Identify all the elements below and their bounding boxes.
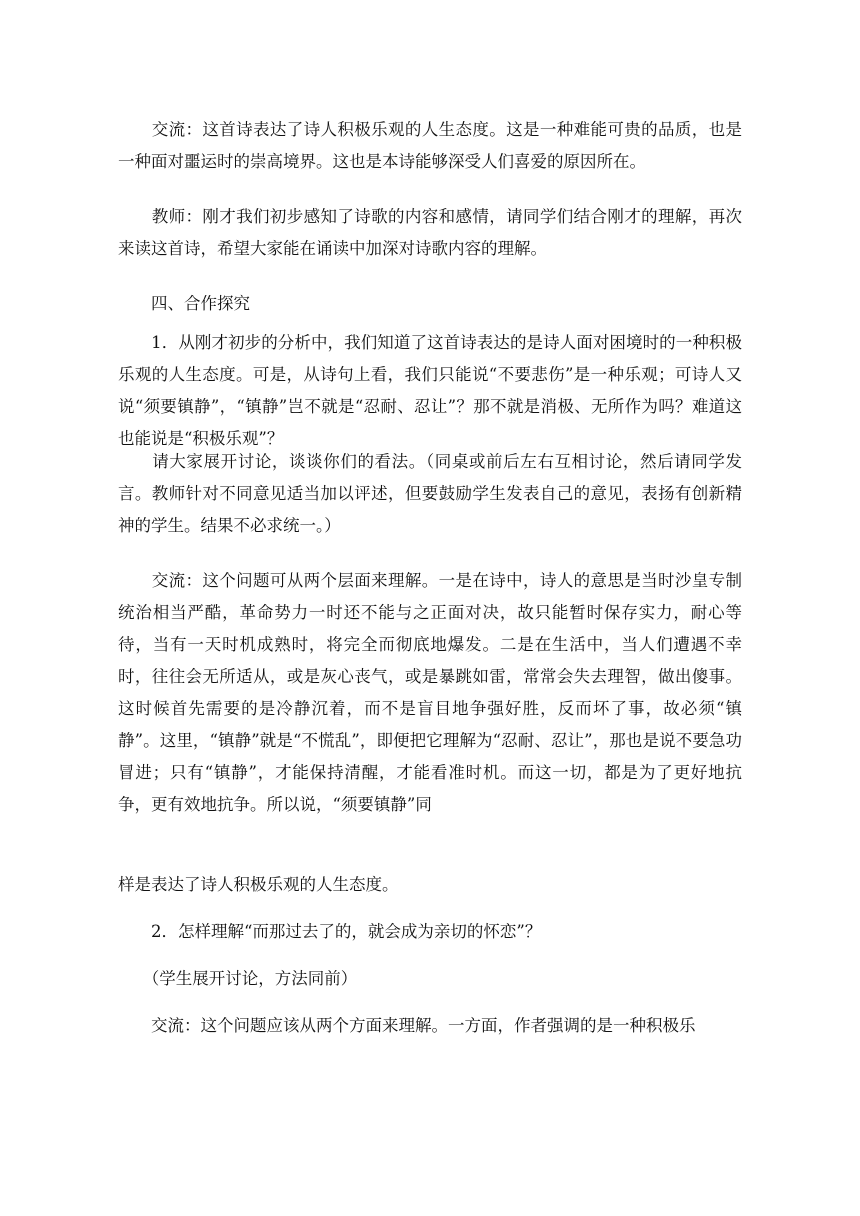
paragraph-answer-1-continued: 样是表达了诗人积极乐观的人生态度。 [118,875,399,894]
paragraph-question-2: 2．怎样理解“而那过去了的，就会成为亲切的怀恋”？ [118,922,542,941]
paragraph-teacher-instruction: 教师：刚才我们初步感知了诗歌的内容和感情，请同学们结合刚才的理解，再次来读这首诗，希望大家能在诵读中加深对诗歌内容的理解。 [118,207,742,258]
paragraph-summary: 交流：这首诗表达了诗人积极乐观的人生态度。这是一种难能可贵的品质，也是一种面对噩运时的崇高境界。这也是本诗能够深受人们喜爱的原因所在。 [118,120,742,171]
paragraph-question-1: 1．从刚才初步的分析中，我们知道了这首诗表达的是诗人面对困境时的一种积极乐观的人生态度。可是，从诗句上看，我们只能说“不要悲伤”是一种乐观；可诗人又说“须要镇静”，“镇静”岂不就是“忍耐、忍让”？那不就是消极、无所作为吗？难道这也能说是“积极乐观”？ [118,333,742,448]
section-heading-cooperative-inquiry: 四、合作探究 [118,294,250,313]
paragraph-discussion-prompt: 请大家展开讨论，谈谈你们的看法。（同桌或前后左右互相讨论，然后请同学发言。教师针对不同意见适当加以评述，但要鼓励学生发表自己的意见，表扬有创新精神的学生。结果不必求统一。） [118,452,742,535]
paragraph-answer-2: 交流：这个问题应该从两个方面来理解。一方面，作者强调的是一种积极乐 [118,1016,696,1035]
paragraph-discussion-note: （学生展开讨论，方法同前） [118,969,358,988]
paragraph-answer-1: 交流：这个问题可从两个层面来理解。一是在诗中，诗人的意思是当时沙皇专制统治相当严酷，革命势力一时还不能与之正面对决，故只能暂时保存实力，耐心等待，当有一天时机成熟时，将完全而彻底地爆发。二是在生活中，当人们遭遇不幸时，往往会无所适从，或是灰心丧气，或是暴跳如雷，常常会失去理智，做出傻事。这时候首先需要的是冷静沉着，而不是盲目地争强好胜，反而坏了事，故必须“镇静”。这里，“镇静”就是“不慌乱”，即便把它理解为“忍耐、忍让”，那也是说不要急功冒进；只有“镇静”，才能保持清醒，才能看准时机。而这一切，都是为了更好地抗争，更有效地抗争。所以说，“须要镇静”同 [118,571,742,814]
